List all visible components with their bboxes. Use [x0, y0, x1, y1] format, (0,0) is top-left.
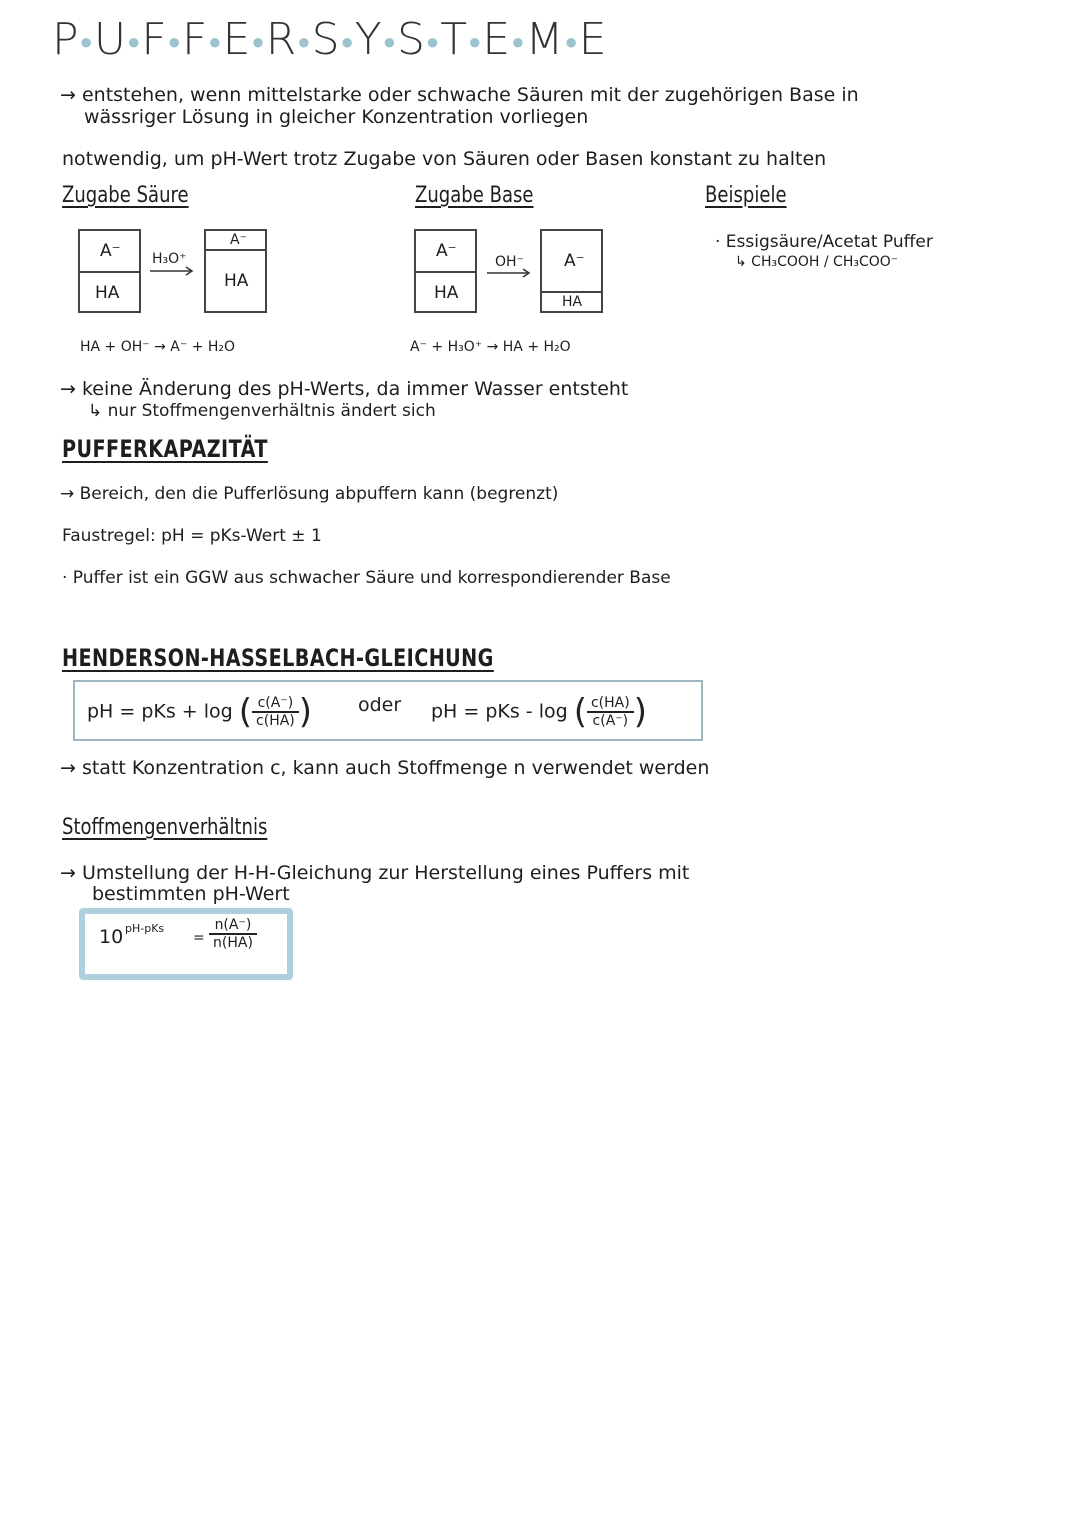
buffer-box-before-acid [78, 229, 141, 313]
buffer-box-after-base [540, 229, 603, 313]
fraction-denominator: c(HA) [256, 713, 295, 729]
ratio-fraction [209, 917, 257, 951]
dot-icon: ● [564, 30, 579, 55]
title-letter: R [265, 14, 298, 65]
formula-variant-minus: pH = pKs - log ( $\frac{c(HA)}{c(A^-)}$ ) [431, 692, 647, 732]
acid-label: HA [224, 271, 249, 291]
dot-icon: ● [340, 30, 355, 55]
dot-icon: ● [167, 30, 182, 55]
dot-icon: ● [511, 30, 526, 55]
dot-icon: ● [127, 30, 142, 55]
arrow-right-icon [487, 268, 533, 278]
buffer-box-before-base [414, 229, 477, 313]
intro-line-1: → entstehen, wenn mittelstarke oder schwache Säuren mit der zugehörigen Base in [60, 84, 859, 106]
anion-label: A⁻ [230, 232, 247, 248]
acid-label: HA [95, 283, 120, 303]
heading-henderson-hasselbach: HENDERSON-HASSELBACH-GLEICHUNG [62, 644, 494, 672]
equilibrium-note: · Puffer ist ein GGW aus schwacher Säure und korrespondierender Base [62, 568, 671, 588]
henderson-formula-box [73, 680, 703, 741]
acid-label: HA [562, 294, 583, 310]
ratio-text-2: bestimmten pH-Wert [92, 883, 290, 905]
anion-label: A⁻ [100, 241, 121, 261]
fraction-denominator: c(A⁻) [592, 713, 629, 729]
title-letter: T [440, 14, 469, 65]
fraction-numerator: n(A⁻) [209, 917, 257, 935]
title-letter: M [525, 14, 565, 65]
fraction-numerator: c(HA) [587, 695, 634, 713]
formula-variant-plus: pH = pKs + log ( $\frac{c(A^-)}{c(HA)}$ ) [87, 692, 313, 732]
base-ten: 10 [99, 926, 124, 948]
acid-label: HA [434, 283, 459, 303]
no-change-subtext: ↳ nur Stoffmengenverhältnis ändert sich [88, 401, 436, 421]
base-equation: A⁻ + H₃O⁺ → HA + H₂O [410, 339, 571, 355]
no-change-text: → keine Änderung des pH-Werts, da immer Wasser entsteht [60, 378, 629, 400]
title-letter: S [396, 14, 426, 65]
dot-icon: ● [382, 30, 397, 55]
oder-label: oder [358, 694, 402, 716]
arrow-label-oh: OH⁻ [495, 254, 524, 270]
capacity-range: → Bereich, den die Pufferlösung abpuffern kann (begrenzt) [60, 484, 559, 504]
title-letter: S [311, 14, 341, 65]
title-letter: U [93, 14, 128, 65]
title-letter: Y [354, 14, 383, 65]
acid-equation: HA + OH⁻ → A⁻ + H₂O [80, 339, 236, 355]
dot-icon: ● [251, 30, 266, 55]
anion-label: A⁻ [564, 251, 585, 271]
necessity-text: notwendig, um pH-Wert trotz Zugabe von Säuren oder Basen konstant zu halten [62, 148, 827, 170]
fraction-numerator: c(A⁻) [252, 695, 299, 713]
formula-lhs: pH = pKs - log [431, 700, 568, 723]
intro-line-2: wässriger Lösung in gleicher Konzentration vorliegen [84, 106, 589, 128]
arrow-right-icon [150, 266, 196, 276]
title-letter: E [578, 14, 608, 65]
title-letter: F [141, 14, 168, 65]
rule-of-thumb: Faustregel: pH = pKs-Wert ± 1 [62, 526, 322, 546]
concentration-note: → statt Konzentration c, kann auch Stoffmenge n verwendet werden [60, 757, 710, 779]
arrow-label-h3o: H₃O⁺ [152, 251, 187, 267]
ratio-text-1: → Umstellung der H-H-Gleichung zur Herstellung eines Puffers mit [60, 862, 690, 884]
title-letter: E [222, 14, 252, 65]
equals-sign: = [193, 930, 205, 946]
title-letter: P [52, 14, 80, 65]
buffer-box-after-acid [204, 229, 267, 313]
example-item-formula: ↳ CH₃COOH / CH₃COO⁻ [735, 254, 899, 270]
heading-buffer-capacity: PUFFERKAPAZITÄT [62, 435, 268, 463]
anion-label: A⁻ [436, 241, 457, 261]
title-letter: E [482, 14, 512, 65]
page-title [52, 14, 608, 65]
dot-icon: ● [79, 30, 94, 55]
dot-icon: ● [208, 30, 223, 55]
fraction-denominator: n(HA) [213, 935, 253, 951]
example-item: · Essigsäure/Acetat Puffer [715, 232, 933, 252]
heading-base-addition: Zugabe Base [415, 183, 534, 208]
exponent: pH-pKs [125, 922, 165, 935]
formula-lhs: pH = pKs + log [87, 700, 233, 723]
heading-examples: Beispiele [705, 183, 787, 208]
title-letter: F [181, 14, 209, 65]
dot-icon: ● [425, 30, 441, 55]
dot-icon: ● [468, 30, 483, 55]
heading-ratio: Stoffmengenverhältnis [62, 815, 268, 840]
ratio-formula-box [79, 908, 293, 980]
heading-acid-addition: Zugabe Säure [62, 183, 189, 208]
dot-icon: ● [297, 30, 312, 55]
